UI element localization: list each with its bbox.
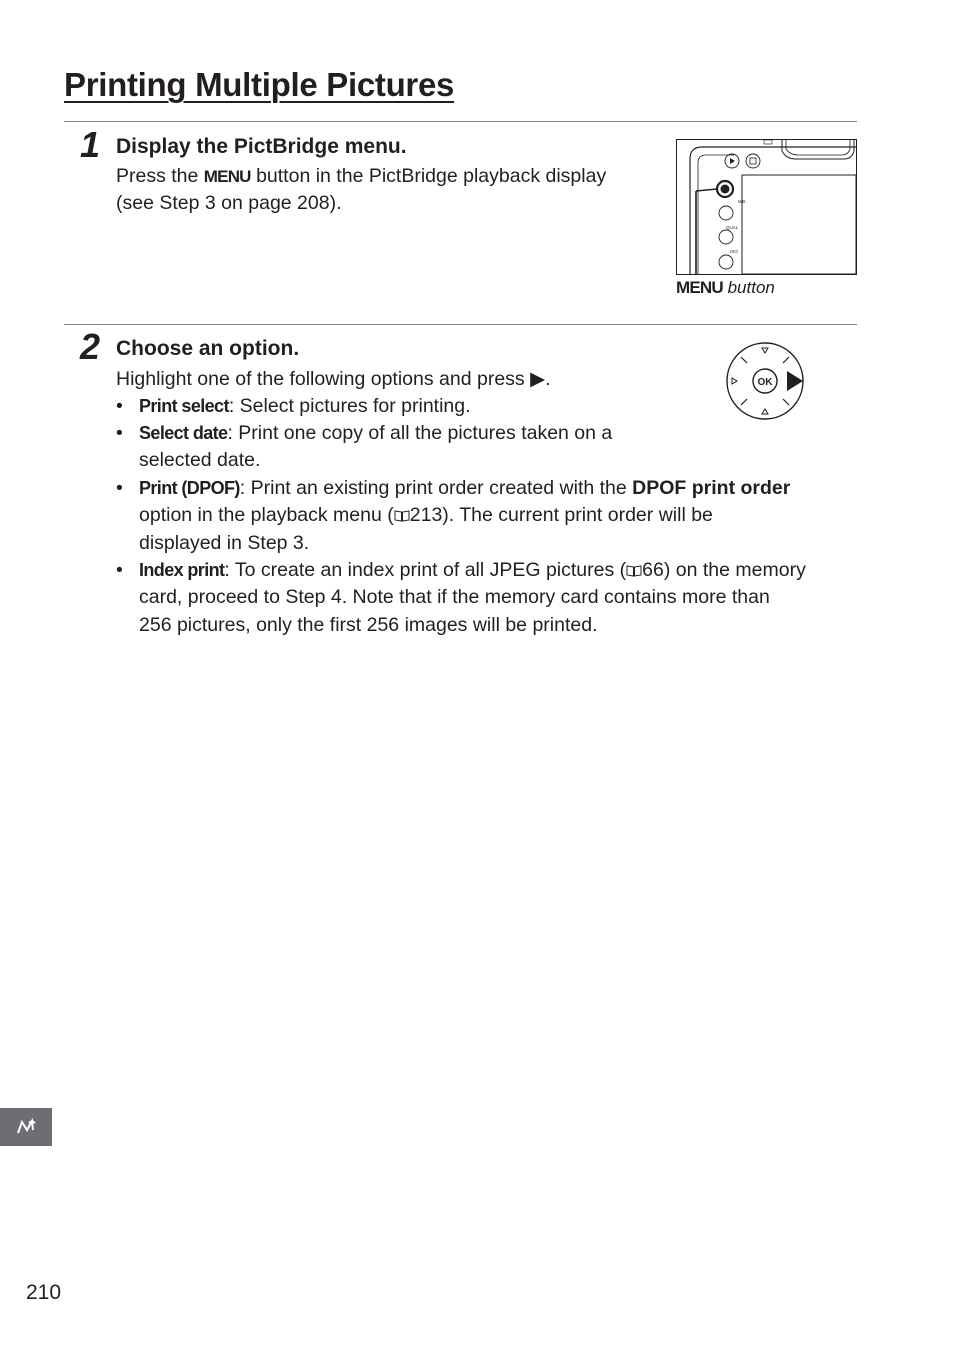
divider: [64, 121, 857, 122]
option-term: Print (DPOF): [139, 478, 240, 498]
step-number: 1: [80, 124, 101, 165]
list-item: • Select date: Print one copy of all the pictures taken on a selected date.: [116, 422, 613, 472]
camera-back-illustration: [676, 139, 857, 275]
list-item: • Print select: Select pictures for printing.: [116, 395, 471, 417]
section-tab: [0, 1108, 52, 1146]
camera-qual-label: QUAL: [726, 225, 739, 230]
page-title: Printing Multiple Pictures: [64, 66, 455, 103]
camera-wb-label: WB: [738, 199, 746, 204]
menu-button-label: MENU: [203, 167, 251, 186]
ok-label: OK: [757, 377, 773, 388]
camera-iso-label: ISO: [730, 249, 738, 254]
list-item: • Index print: To create an index print of all JPEG pictures ( 66) on the memory card, proceed to Step 4. Note that if the memory card contains more than 256 pictures, only the first 256 images will be printed.: [116, 559, 806, 636]
book-reference-icon: [394, 509, 410, 522]
step-heading: Display the PictBridge menu.: [116, 135, 407, 158]
step-text: Press the MENU button in the PictBridge playback display (see Step 3 on page 208).: [116, 165, 607, 215]
figure-caption: MENU button: [676, 278, 775, 297]
list-item: • Print (DPOF): Print an existing print order created with the DPOF print order option in the playback menu ( 213). The current print order will be displayed in Step 3.: [116, 477, 791, 554]
page-number: 210: [26, 1281, 62, 1304]
right-arrow-icon: ▶: [530, 368, 546, 390]
book-reference-icon: [626, 564, 642, 577]
option-term: Index print: [139, 560, 225, 580]
step-number: 2: [80, 326, 101, 367]
connection-tab-icon: [0, 1108, 52, 1146]
option-term: Select date: [139, 423, 228, 443]
step-heading: Choose an option.: [116, 337, 300, 360]
option-term: Print select: [139, 396, 229, 416]
divider: [64, 324, 857, 325]
step-text: Highlight one of the following options and press ▶.: [116, 368, 551, 390]
